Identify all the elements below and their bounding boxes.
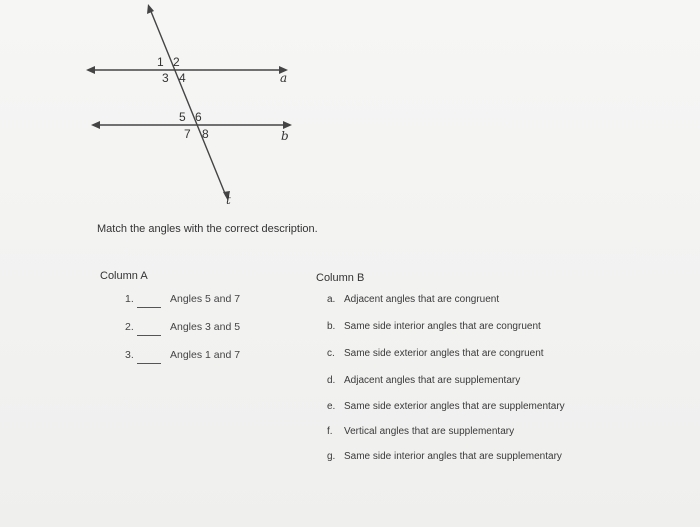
option-letter: a. [327,294,336,305]
row-number: 1. [125,293,134,305]
line-t-top-arrow [147,4,154,14]
option-c [327,348,544,359]
answer-blank-1[interactable] [137,307,161,308]
option-letter: b. [327,321,336,332]
option-b [327,321,541,332]
option-e [327,401,565,412]
parallel-lines-figure [0,0,700,240]
line-b-right-arrow [283,121,292,129]
answer-blank-2[interactable] [137,335,161,336]
option-text: Adjacent angles that are congruent [344,294,500,305]
angle-label-3: 3 [162,71,169,85]
line-t [150,9,226,196]
angle-label-2: 2 [173,55,180,69]
angle-label-8: 8 [202,127,209,141]
angle-label-5: 5 [179,110,186,124]
option-text: Adjacent angles that are supplementary [344,375,521,386]
option-text: Same side exterior angles that are congruent [344,348,544,359]
option-letter: f. [327,426,333,437]
line-label-a: a [280,71,288,85]
option-a [327,294,499,305]
option-d [327,375,520,386]
instruction-text: Match the angles with the correct description. [97,223,318,235]
line-a-left-arrow [86,66,95,74]
option-letter: c. [327,348,335,359]
option-text: Vertical angles that are supplementary [344,426,515,437]
option-text: Same side interior angles that are supplementary [344,451,562,462]
line-b-left-arrow [91,121,100,129]
option-g [327,451,562,462]
row-text: Angles 1 and 7 [170,349,241,361]
option-letter: d. [327,375,336,386]
angle-label-4: 4 [179,71,186,85]
answer-blank-3[interactable] [137,363,161,364]
option-letter: g. [327,451,336,462]
row-text: Angles 5 and 7 [170,293,241,305]
angle-label-1: 1 [157,55,164,69]
option-letter: e. [327,401,336,412]
angle-label-6: 6 [195,110,202,124]
option-text: Same side interior angles that are congruent [344,321,541,332]
line-label-t: t [226,193,231,207]
row-number: 2. [125,321,134,333]
column-a-heading: Column A [100,270,148,282]
row-text: Angles 3 and 5 [170,321,241,333]
angle-label-7: 7 [184,127,191,141]
option-f [327,426,514,437]
line-label-b: b [281,129,289,143]
row-number: 3. [125,349,134,361]
option-text: Same side exterior angles that are supplementary [344,401,565,412]
column-b-heading: Column B [316,272,365,284]
